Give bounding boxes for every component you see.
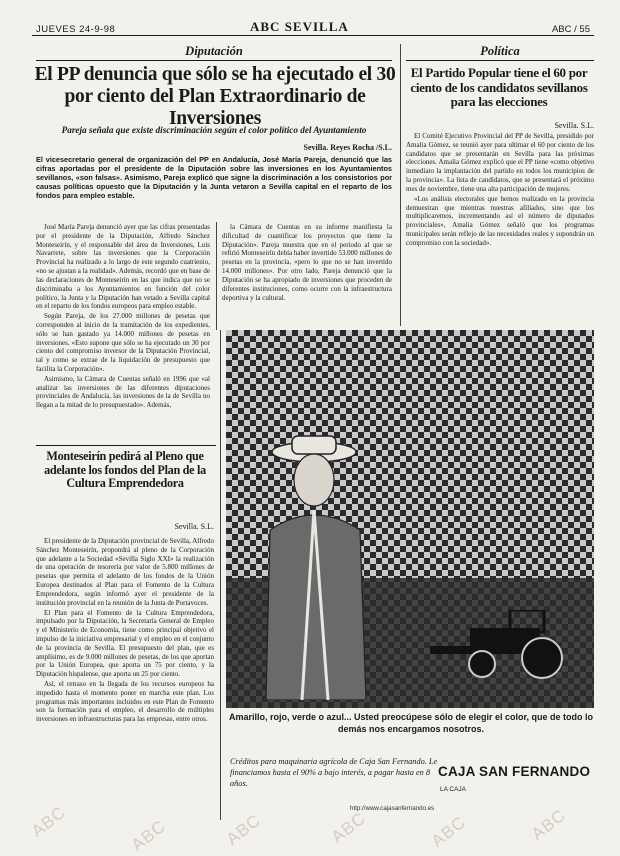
header-rule — [32, 35, 594, 36]
column-rule — [400, 44, 401, 326]
main-subhead: Pareja señala que existe discriminación según el color político del Ayuntamiento — [61, 125, 367, 135]
main-headline: El PP denuncia que sólo se ha ejecutado el 30 por ciento del Plan Extraordinario de Inversiones — [34, 64, 396, 129]
paragraph: Asimismo, la Cámara de Cuentas señaló en 1996 que «al analizar las inversiones de las diferentes diputaciones provinciales de Andalucía, las inversiones de la de Sevilla no llegan a la mitad de lo presupuestado». Además, — [36, 374, 210, 410]
advertisement-caption: Amarillo, rojo, verde o azul... Usted preocúpese sólo de elegir el color, que de todo lo demás nos encargamos nosotros. — [228, 712, 594, 734]
main-body-column-2 — [222, 223, 392, 327]
paragraph: Así, el retraso en la llegada de los recursos europeos ha impedido hasta el momento poner en marcha este plan. Los programas más importantes incluidos en este Plan de Fomento son la formación para el empleo, el desarrollo de múltiples inversiones en infraestructuras para las empresas, entre otros. — [36, 680, 214, 724]
column-rule — [220, 330, 221, 820]
paragraph: El Plan para el Fomento de la Cultura Emprendedora, impulsado por la Diputación, la Secretaría General de Empleo y el Ministerio de Economía, tiene como principal objetivo el impulso de la iniciativa empresarial y el empleo en el conjunto de la provincia de Sevilla. El presupuesto del plan, que es amplísimo, es de 9.000 millones de pesetas, de los que aportan por la Unión Europea, que aporta un 75 por ciento, y la Diputación hispalense, que aporta un 25 por ciento. — [36, 608, 214, 679]
second-body — [36, 537, 214, 819]
watermark: ABC — [427, 812, 470, 851]
watermark: ABC — [222, 810, 265, 849]
second-byline: Sevilla. S.L. — [174, 522, 214, 531]
watermark: ABC — [327, 808, 370, 847]
column-rule — [216, 222, 217, 330]
page-number: ABC / 55 — [551, 24, 590, 35]
section-label-diputacion: Diputación — [36, 44, 392, 61]
main-byline: Sevilla. Reyes Rocha /S.L. — [303, 143, 392, 152]
edition-date: JUEVES 24-9-98 — [36, 24, 116, 35]
right-body — [406, 132, 594, 324]
section-label-politica: Política — [406, 44, 594, 61]
second-headline: Monteseirín pedirá al Pleno que adelante los fondos del Plan de la Cultura Emprendedora — [44, 449, 206, 491]
advertisement-website: http://www.cajasanfernando.es — [350, 805, 435, 812]
watermark: ABC — [527, 805, 570, 844]
right-byline: Sevilla. S.L. — [554, 121, 594, 130]
watermark: ABC — [27, 802, 70, 841]
paragraph: José María Pareja denunció ayer que las cifras presentadas por el presidente de la Diputación, Alfredo Sánchez Monteseirín, y el responsable del área de Inversiones, Luis Navarrete, sobre las inversiones que la Corporación Provincial ha realizado a lo largo de este segundo cuatrienio, «no se ajustan a la realidad». Además, recordó que en base de las declaraciones de Monteseirín en las que indica que no se discriminaba a los Ayuntamientos en función del color político, la Junta y la Diputación han vetado a Sevilla capital en el reparto de los fondos europeos para empleo estable. — [36, 223, 210, 311]
paragraph: «Los análisis electorales que hemos realizado en la provincia demuestran que mientras nuestras afiliados, sino que los multiplicaremos, incrementando así el número de diputados provinciales», Amalia Gómez señaló que los programas municipales serán reflejo de las necesidades reales y supondrán un compromiso con la sociedad». — [406, 194, 594, 247]
main-lead: El vicesecretario general de organización del PP en Andalucía, José María Pareja, denunció que las cifras aportadas por el presidente de la Diputación sobre las inversiones en los Ayuntamientos sevillanos, «son falsas». Asimismo, Pareja explicó que signe la discriminación a los consistorios por causas políticas opuesto que la Diputación y la Junta vetaron a Sevilla capital en el reparto de los fondos para empleo estable. — [36, 155, 392, 201]
paragraph: El Comité Ejecutivo Provincial del PP de Sevilla, presidido por Amalia Gómez, se reunió ayer para ultimar el 60 por ciento de los candidatos que se presentarán en Sevilla para las próximas elecciones. Amalia Gómez explicó que el PP tiene «como objetivo inmediato la implantación del partido en todos los municipios de la provincia». La lista de candidatos, que se presentará el próximo mes de noviembre, tiene una alta participación de mujeres. — [406, 132, 594, 193]
farmer-figure-image — [262, 430, 372, 700]
main-body-column-1 — [36, 223, 210, 443]
paragraph: Según Pareja, de los 27.000 millones de pesetas que corresponden al inicio de la tramitación de los expedientes, sólo se han gastado ya 14.000 millones de pesetas en inversiones. «Esto supone que sólo se ha ejecutado un 30 por ciento del compromiso inversor de la Diputación Provincial, tal y como se extrae de la liquidación de presupuesto que facilita la Corporación». — [36, 312, 210, 373]
paragraph: la Cámara de Cuentas en su informe manifiesta la dificultad de cuantificar los proyectos que tiene la Diputación». Pareja muestra que en el periodo al que se refirió Monteseirín debía haber invertido 53.000 millones de pesetas en la provincia, «pero lo que no se han invertido 14.000 millones». Por otro lado, Pareja denunció que la Diputación se ha apropiado de inversiones que proceden de diferentes instituciones, como ocurre con la infraestructura deportiva y la cultural. — [222, 223, 392, 302]
right-headline: El Partido Popular tiene el 60 por ciento de los candidatos sevillanos para las elecciones — [410, 65, 588, 110]
tractor-image — [430, 610, 580, 680]
paragraph: El presidente de la Diputación provincial de Sevilla, Alfredo Sánchez Monteseirín, propondrá al pleno de la Corporación que adelante a la Sociedad «Sevilla Siglo XXI» la realización de una operación de tesorería por valor de 5.800 millones de pesetas que permita el adelanto de los fondos de la Unión Europea destinados al Plan para el Fomento de la Cultura Emprendedora, según informó ayer el presidente de la institución provincial en la reunión de la Junta de Portavoces. — [36, 537, 214, 607]
article-divider — [36, 445, 216, 446]
watermark: ABC — [127, 816, 170, 855]
newspaper-section-title: ABC SEVILLA — [250, 19, 349, 34]
advertisement-text: Créditos para maquinaria agrícola de Caja San Fernando. Le financiamos hasta el 90% a bajo interés, a pagar hasta en 8 años. — [230, 757, 438, 788]
caja-san-fernando-logo: CAJA SAN FERNANDO — [438, 764, 591, 779]
logo-subtitle: LA CAJA — [440, 786, 467, 793]
advertisement-photo — [226, 330, 594, 708]
